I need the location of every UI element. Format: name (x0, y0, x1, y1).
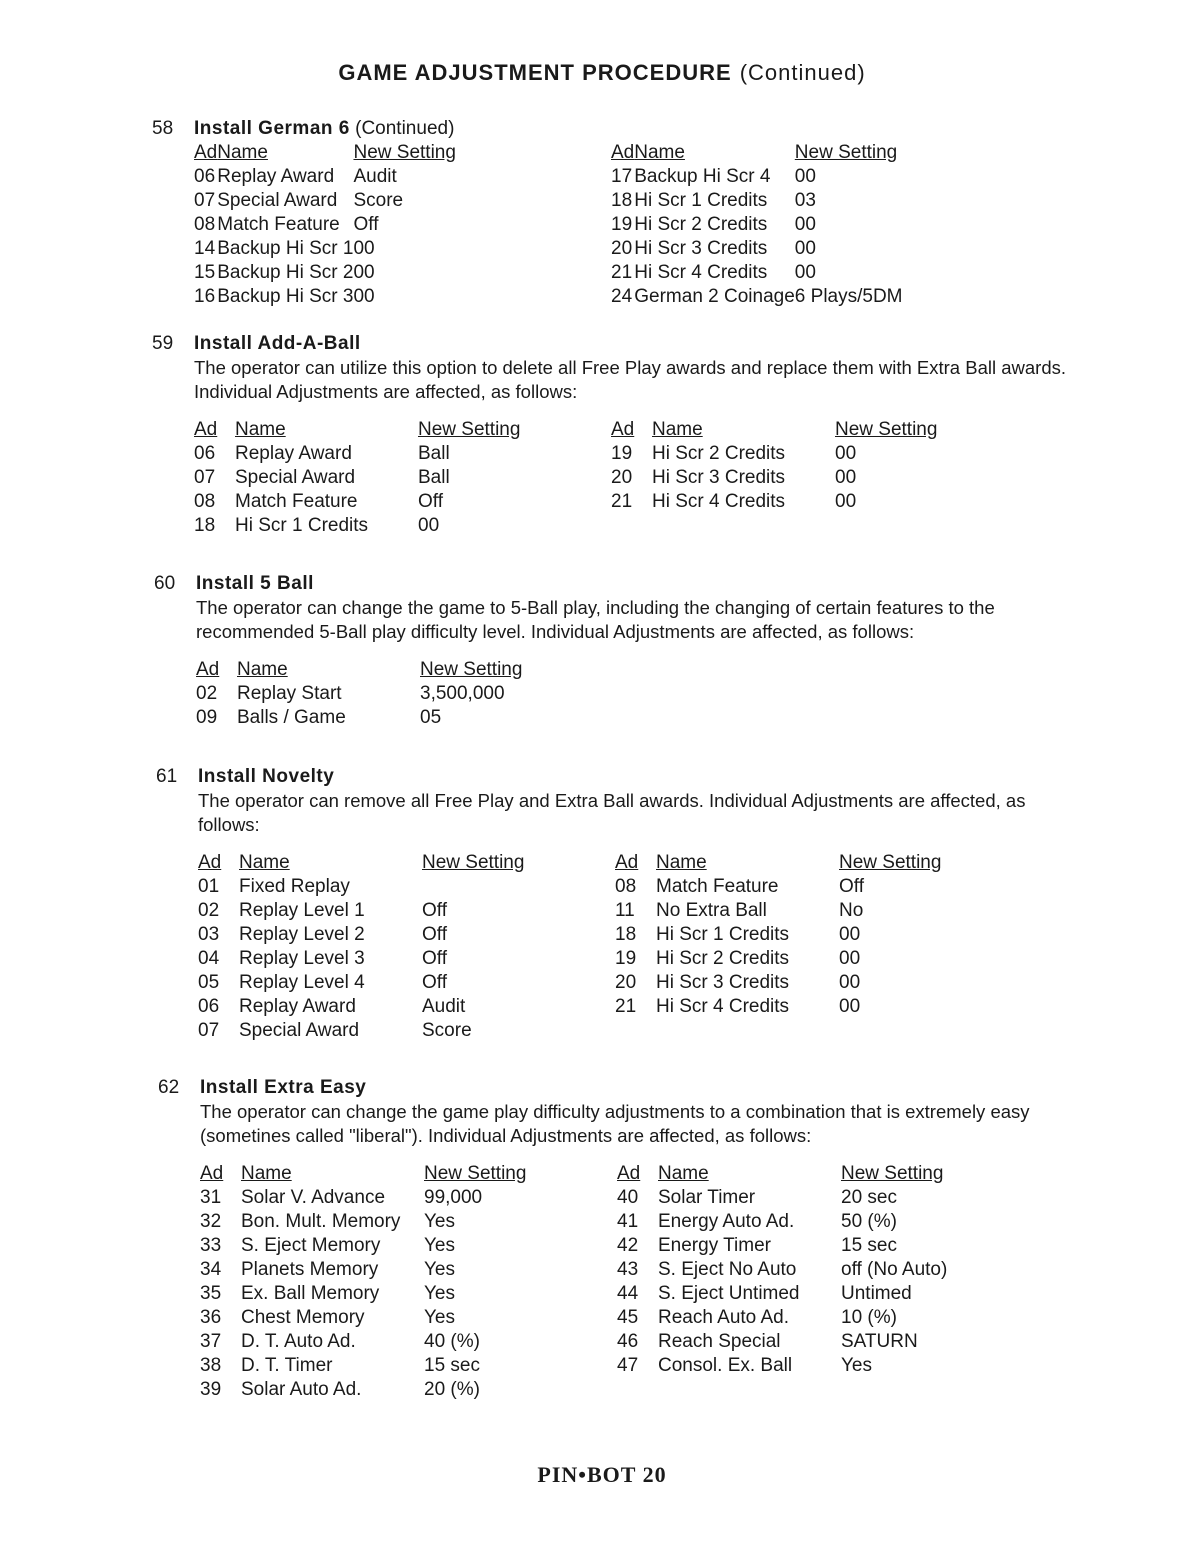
cell-name: Match Feature (235, 491, 358, 512)
cell-ad: 14 (194, 238, 216, 259)
cell-new-setting: off (No Auto) (841, 1259, 948, 1280)
cell-name: Bon. Mult. Memory (241, 1211, 401, 1232)
section-title: Install 5 Ball (196, 573, 314, 594)
section-title: Install Add-A-Ball (194, 333, 361, 354)
cell-ad: 45 (617, 1307, 639, 1328)
cell-name: No Extra Ball (656, 900, 767, 921)
cell-name: Reach Special (658, 1331, 781, 1352)
cell-name: Replay Level 1 (239, 900, 365, 921)
cell-new-setting: 00 (835, 443, 857, 464)
section-59 (152, 331, 1074, 538)
cell-ad: 06 (194, 166, 216, 187)
cell-new-setting: 20 sec (841, 1187, 897, 1208)
cell-ad: 40 (617, 1187, 639, 1208)
table-row (198, 875, 572, 899)
header-name: Name (652, 419, 703, 440)
cell-ad: 18 (611, 190, 633, 211)
cell-new-setting: SATURN (841, 1331, 918, 1352)
cell-new-setting: 00 (794, 238, 816, 259)
table-row (615, 947, 989, 971)
table-row (611, 189, 903, 213)
table-row (611, 490, 985, 514)
cell-ad: 38 (200, 1355, 222, 1376)
table-header-row (200, 1162, 574, 1186)
section-58 (152, 116, 903, 309)
section-number: 60 (154, 573, 176, 594)
section-60 (154, 571, 1076, 730)
cell-new-setting: Yes (424, 1211, 455, 1232)
cell-ad: 02 (196, 683, 218, 704)
table-row (617, 1306, 991, 1330)
cell-name: Hi Scr 3 Credits (656, 972, 790, 993)
cell-ad: 19 (615, 948, 637, 969)
section-heading (152, 116, 454, 141)
table-row (617, 1186, 991, 1210)
cell-ad: 16 (194, 286, 216, 307)
cell-ad: 06 (198, 996, 220, 1017)
cell-new-setting: 50 (%) (841, 1211, 897, 1232)
cell-new-setting: 15 sec (841, 1235, 897, 1256)
header-ad: Ad (196, 659, 220, 680)
header-name: Name (241, 1163, 292, 1184)
adjustment-tables (194, 418, 1074, 538)
cell-new-setting: 00 (794, 166, 816, 187)
table-row (194, 165, 456, 189)
cell-new-setting: 00 (794, 262, 816, 283)
cell-ad: 06 (194, 443, 216, 464)
table-row (194, 442, 568, 466)
cell-ad: 08 (615, 876, 637, 897)
cell-ad: 21 (611, 262, 633, 283)
cell-ad: 07 (198, 1020, 220, 1041)
table-header-row (611, 141, 903, 165)
cell-ad: 20 (611, 238, 633, 259)
cell-name: Replay Start (237, 683, 342, 704)
table-row (194, 285, 456, 309)
cell-new-setting: 40 (%) (424, 1331, 480, 1352)
cell-name: S. Eject Memory (241, 1235, 381, 1256)
cell-new-setting: No (839, 900, 864, 921)
header-name: Name (235, 419, 286, 440)
page-footer: PIN•BOT 20 (537, 1462, 667, 1487)
section-heading (158, 1075, 1080, 1100)
header-new-setting: New Setting (839, 852, 942, 873)
table-row (615, 995, 989, 1019)
cell-ad: 32 (200, 1211, 222, 1232)
adjustment-table (194, 141, 456, 309)
cell-new-setting: 15 sec (424, 1355, 480, 1376)
table-row (200, 1186, 574, 1210)
cell-name: Replay Award (235, 443, 352, 464)
cell-name: Special Award (239, 1020, 360, 1041)
section-title-suffix: (Continued) (355, 118, 455, 139)
table-header-row (196, 658, 570, 682)
cell-name: Backup Hi Scr 2 (217, 262, 354, 283)
table-row (617, 1234, 991, 1258)
header-name: Name (656, 852, 707, 873)
table-row (194, 466, 568, 490)
cell-name: Hi Scr 1 Credits (656, 924, 790, 945)
cell-new-setting: Yes (841, 1355, 872, 1376)
table-row (200, 1282, 574, 1306)
cell-name: Hi Scr 4 Credits (656, 996, 790, 1017)
cell-name: Special Award (217, 190, 338, 211)
cell-new-setting: Audit (353, 166, 397, 187)
adjustment-table (611, 141, 903, 309)
table-header-row (617, 1162, 991, 1186)
cell-new-setting: Audit (422, 996, 466, 1017)
cell-new-setting: 00 (839, 948, 861, 969)
cell-new-setting: 00 (835, 467, 857, 488)
adjustment-table (200, 1162, 574, 1402)
cell-new-setting: 05 (420, 707, 442, 728)
cell-name: Solar Timer (658, 1187, 756, 1208)
header-ad: Ad (200, 1163, 224, 1184)
cell-name: Chest Memory (241, 1307, 365, 1328)
cell-new-setting: Yes (424, 1259, 455, 1280)
cell-name: Solar Auto Ad. (241, 1379, 362, 1400)
cell-ad: 19 (611, 443, 633, 464)
cell-ad: 20 (615, 972, 637, 993)
header-new-setting: New Setting (422, 852, 525, 873)
header-name: Name (239, 852, 290, 873)
cell-ad: 39 (200, 1379, 222, 1400)
cell-new-setting: 6 Plays/5DM (794, 286, 903, 307)
cell-ad: 46 (617, 1331, 639, 1352)
header-new-setting: New Setting (424, 1163, 527, 1184)
cell-ad: 09 (196, 707, 218, 728)
table-row (196, 706, 570, 730)
table-row (198, 1019, 572, 1043)
cell-name: Replay Level 3 (239, 948, 365, 969)
cell-new-setting: 20 (%) (424, 1379, 480, 1400)
cell-new-setting: 00 (353, 238, 375, 259)
cell-new-setting (422, 875, 572, 899)
cell-name: Hi Scr 2 Credits (634, 214, 768, 235)
cell-ad: 47 (617, 1355, 639, 1376)
cell-name: Replay Award (239, 996, 356, 1017)
cell-ad: 05 (198, 972, 220, 993)
section-description: The operator can change the game to 5-Ball play, including the changing of certain features to the recommended 5-Ball play difficulty level. Individual Adjustments are affected, as follows: (196, 597, 995, 642)
cell-name: Fixed Replay (239, 876, 350, 897)
cell-new-setting: 3,500,000 (420, 683, 505, 704)
adjustment-tables (194, 141, 903, 309)
cell-name: Hi Scr 2 Credits (652, 443, 786, 464)
cell-ad: 34 (200, 1259, 222, 1280)
cell-name: D. T. Auto Ad. (241, 1331, 356, 1352)
table-row (615, 971, 989, 995)
table-row (611, 466, 985, 490)
table-row (200, 1306, 574, 1330)
adjustment-table (617, 1162, 991, 1378)
cell-name: Hi Scr 4 Credits (652, 491, 786, 512)
cell-new-setting: Yes (424, 1283, 455, 1304)
cell-ad: 43 (617, 1259, 639, 1280)
adjustment-table (194, 418, 568, 538)
cell-name: Backup Hi Scr 4 (634, 166, 771, 187)
cell-ad: 18 (194, 515, 216, 536)
cell-new-setting: 00 (418, 515, 440, 536)
cell-name: Hi Scr 1 Credits (634, 190, 768, 211)
cell-ad: 04 (198, 948, 220, 969)
adjustment-table (615, 851, 989, 1019)
section-heading (152, 331, 1074, 356)
cell-new-setting: 00 (839, 972, 861, 993)
section-heading (154, 571, 1076, 596)
cell-name: Match Feature (217, 214, 340, 235)
cell-ad: 20 (611, 467, 633, 488)
adjustment-table (198, 851, 572, 1043)
table-row (615, 899, 989, 923)
table-row (611, 213, 903, 237)
section-number: 59 (152, 333, 174, 354)
cell-ad: 07 (194, 190, 216, 211)
table-row (615, 875, 989, 899)
cell-ad: 41 (617, 1211, 639, 1232)
cell-name: German 2 Coinage (634, 286, 795, 307)
section-62 (158, 1075, 1080, 1402)
page-title (0, 60, 1204, 86)
cell-name: Hi Scr 1 Credits (235, 515, 369, 536)
table-row (615, 923, 989, 947)
table-row (617, 1210, 991, 1234)
cell-ad: 35 (200, 1283, 222, 1304)
section-61 (156, 764, 1078, 1043)
cell-new-setting: Off (353, 214, 379, 235)
section-number: 58 (152, 118, 174, 139)
cell-ad: 07 (194, 467, 216, 488)
cell-new-setting: Yes (424, 1307, 455, 1328)
section-number: 62 (158, 1077, 180, 1098)
cell-name: Hi Scr 3 Credits (652, 467, 786, 488)
cell-new-setting: Untimed (841, 1283, 912, 1304)
table-row (200, 1378, 574, 1402)
header-ad: Ad (198, 852, 222, 873)
cell-new-setting: 00 (835, 491, 857, 512)
table-row (198, 947, 572, 971)
cell-ad: 21 (615, 996, 637, 1017)
cell-name: Ex. Ball Memory (241, 1283, 380, 1304)
adjustment-tables (196, 658, 1076, 730)
header-name: Name (658, 1163, 709, 1184)
header-ad: Ad (611, 142, 635, 163)
table-row (617, 1282, 991, 1306)
table-row (198, 923, 572, 947)
cell-name: S. Eject No Auto (658, 1259, 797, 1280)
header-name: Name (217, 142, 268, 163)
section-description: The operator can change the game play difficulty adjustments to a combination that is extremely easy (sometines called "liberal"). Individual Adjustments are affected, as follows: (200, 1101, 1030, 1146)
adjustment-tables (198, 851, 1078, 1043)
table-row (617, 1258, 991, 1282)
table-row (611, 165, 903, 189)
page-title-text: GAME ADJUSTMENT PROCEDURE (338, 60, 732, 85)
table-row (611, 237, 903, 261)
table-row (611, 285, 903, 309)
table-header-row (615, 851, 989, 875)
section-heading (156, 764, 1078, 789)
cell-name: Energy Auto Ad. (658, 1211, 795, 1232)
cell-ad: 08 (194, 491, 216, 512)
adjustment-table (196, 658, 570, 730)
table-row (200, 1330, 574, 1354)
table-row (611, 261, 903, 285)
section-title: Install Novelty (198, 766, 335, 787)
cell-new-setting: 03 (794, 190, 816, 211)
table-row (200, 1234, 574, 1258)
table-row (194, 514, 568, 538)
cell-ad: 33 (200, 1235, 222, 1256)
cell-name: Replay Level 4 (239, 972, 365, 993)
table-row (194, 213, 456, 237)
cell-ad: 15 (194, 262, 216, 283)
cell-new-setting: 10 (%) (841, 1307, 897, 1328)
cell-new-setting: Score (353, 190, 404, 211)
cell-new-setting: Off (422, 900, 447, 921)
cell-new-setting: Yes (424, 1235, 455, 1256)
header-ad: Ad (194, 142, 218, 163)
cell-name: Hi Scr 3 Credits (634, 238, 768, 259)
cell-ad: 18 (615, 924, 637, 945)
cell-name: Replay Award (217, 166, 335, 187)
cell-ad: 31 (200, 1187, 222, 1208)
section-description: The operator can utilize this option to delete all Free Play awards and replace them with Extra Ball awards. Individual Adjustments are affected, as follows: (194, 357, 1067, 402)
header-ad: Ad (194, 419, 218, 440)
table-row (198, 899, 572, 923)
table-row (617, 1330, 991, 1354)
cell-name: D. T. Timer (241, 1355, 333, 1376)
cell-name: Solar V. Advance (241, 1187, 386, 1208)
header-name: Name (237, 659, 288, 680)
table-row (196, 682, 570, 706)
table-row (198, 995, 572, 1019)
cell-name: Special Award (235, 467, 356, 488)
cell-new-setting: 99,000 (424, 1187, 483, 1208)
table-header-row (198, 851, 572, 875)
cell-ad: 08 (194, 214, 216, 235)
cell-new-setting: Ball (418, 467, 450, 488)
section-description: The operator can remove all Free Play and Extra Ball awards. Individual Adjustments are affected, as follows: (198, 790, 1026, 835)
cell-name: S. Eject Untimed (658, 1283, 800, 1304)
cell-name: Backup Hi Scr 3 (217, 286, 354, 307)
table-header-row (194, 418, 568, 442)
table-header-row (194, 141, 456, 165)
cell-ad: 01 (198, 876, 220, 897)
header-ad: Ad (615, 852, 639, 873)
cell-ad: 21 (611, 491, 633, 512)
cell-name: Balls / Game (237, 707, 346, 728)
table-row (194, 490, 568, 514)
table-row (200, 1258, 574, 1282)
table-row (194, 237, 456, 261)
cell-name: Match Feature (656, 876, 779, 897)
cell-new-setting: 00 (839, 996, 861, 1017)
section-title: Install Extra Easy (200, 1077, 367, 1098)
cell-new-setting: Off (422, 972, 447, 993)
table-row (617, 1354, 991, 1378)
cell-name: Energy Timer (658, 1235, 771, 1256)
header-new-setting: New Setting (794, 142, 898, 163)
cell-name: Consol. Ex. Ball (658, 1355, 793, 1376)
cell-new-setting: Off (839, 876, 864, 897)
cell-name: Planets Memory (241, 1259, 379, 1280)
cell-name: Reach Auto Ad. (658, 1307, 789, 1328)
table-row (198, 971, 572, 995)
section-title: Install German 6 (194, 118, 350, 139)
cell-new-setting: 00 (353, 286, 375, 307)
cell-ad: 44 (617, 1283, 639, 1304)
cell-ad: 37 (200, 1331, 222, 1352)
table-row (194, 261, 456, 285)
table-row (200, 1354, 574, 1378)
table-header-row (611, 418, 985, 442)
adjustment-table (611, 418, 985, 514)
section-number: 61 (156, 766, 178, 787)
cell-new-setting: Score (422, 1020, 472, 1041)
header-new-setting: New Setting (418, 419, 521, 440)
table-row (200, 1210, 574, 1234)
cell-new-setting: Off (422, 948, 447, 969)
cell-ad: 11 (615, 900, 635, 921)
cell-ad: 36 (200, 1307, 222, 1328)
header-name: Name (634, 142, 685, 163)
cell-new-setting: 00 (839, 924, 861, 945)
adjustment-tables (200, 1162, 1080, 1402)
cell-new-setting: Off (422, 924, 447, 945)
page-title-suffix: (Continued) (739, 60, 866, 85)
header-new-setting: New Setting (841, 1163, 944, 1184)
table-row (194, 189, 456, 213)
header-new-setting: New Setting (420, 659, 523, 680)
header-ad: Ad (617, 1163, 641, 1184)
table-row (611, 442, 985, 466)
cell-name: Backup Hi Scr 1 (217, 238, 354, 259)
cell-new-setting: 00 (794, 214, 816, 235)
cell-new-setting: Ball (418, 443, 450, 464)
cell-name: Hi Scr 4 Credits (634, 262, 768, 283)
header-ad: Ad (611, 419, 635, 440)
cell-ad: 19 (611, 214, 633, 235)
header-new-setting: New Setting (353, 142, 456, 163)
cell-name: Replay Level 2 (239, 924, 365, 945)
cell-ad: 02 (198, 900, 220, 921)
cell-new-setting: 00 (353, 262, 375, 283)
cell-ad: 24 (611, 286, 633, 307)
cell-ad: 03 (198, 924, 220, 945)
cell-name: Hi Scr 2 Credits (656, 948, 790, 969)
cell-ad: 42 (617, 1235, 639, 1256)
cell-ad: 17 (611, 166, 633, 187)
header-new-setting: New Setting (835, 419, 938, 440)
cell-new-setting: Off (418, 491, 443, 512)
